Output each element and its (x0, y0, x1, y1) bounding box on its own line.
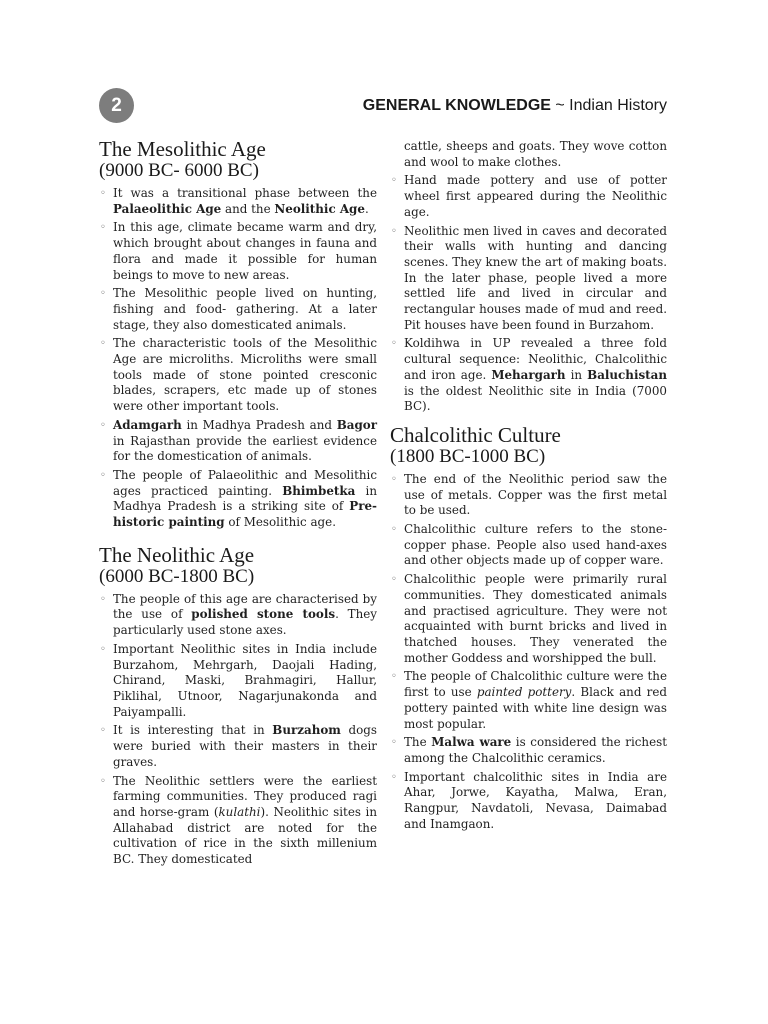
item-text: . (364, 201, 369, 216)
item-text: is the oldest Neolithic site in India (7000 BC). (404, 383, 667, 414)
mesolithic-item (99, 336, 377, 415)
neolithic-item (99, 592, 377, 639)
item-text: The end of the Neolithic period saw the use of metals. Copper was the first metal to be used. (404, 471, 667, 518)
item-text: Important chalcolithic sites in India are Ahar, Jorwe, Kayatha, Malwa, Eran, Rangpur, Navdatoli, Nevasa, Daimabad and Inamgaon. (404, 769, 667, 831)
running-head-topic: ~ Indian History (550, 97, 667, 114)
item-text: The Mesolithic people lived on hunting, fishing and food- gathering. At a later stage, they also domesticated animals. (113, 286, 377, 332)
neolithic-item (390, 336, 667, 415)
mesolithic-item (99, 418, 377, 465)
running-head-subject: GENERAL KNOWLEDGE (362, 97, 551, 114)
mesolithic-list (99, 186, 377, 531)
chalcolithic-list (390, 472, 667, 832)
item-text: The (404, 735, 432, 750)
neolithic-item (99, 642, 377, 721)
chalcolithic-item (390, 572, 667, 666)
item-text: The people of Chalcolithic culture were the first to use (404, 669, 667, 700)
emphasis-text: Adamgarh (113, 417, 182, 432)
item-text: . They particularly used stone axes. (113, 607, 378, 638)
chalcolithic-dates: (1800 BC-1000 BC) (390, 445, 546, 467)
chalcolithic-item (390, 735, 667, 766)
item-text: ). Neolithic sites in Allahabad district are noted for the cultivation of rice in the sixth millenium BC. They domesticated (113, 804, 377, 867)
mesolithic-item (99, 286, 377, 333)
neolithic-list (99, 592, 377, 868)
page-number-badge: 2 (99, 88, 134, 123)
neolithic-item (390, 173, 667, 220)
mesolithic-title: The Mesolithic Age (99, 137, 266, 161)
item-text: Important Neolithic sites in India include Burzahom, Mehrgarh, Daojali Hading, Chirand, Maski, Brahmagiri, Hallur, Piklihal, Utnoor, Nagarjunakonda and Paiyampalli. (113, 641, 377, 719)
item-text: dogs were buried with their masters in their graves. (113, 723, 377, 769)
emphasis-text: polished stone tools (191, 607, 336, 622)
item-text: Chalcolithic people were primarily rural communities. They domesticated animals and practised agriculture. They were not acquainted with burnt bricks and lived in thatched houses. They venerated the mother Goddess and worshipped the bull. (404, 572, 667, 665)
item-text: in (565, 367, 588, 382)
mesolithic-item (99, 220, 377, 283)
chalcolithic-item (390, 522, 667, 569)
chalcolithic-item (390, 669, 667, 732)
mesolithic-item (99, 186, 377, 217)
emphasis-text: Pre-historic painting (113, 499, 377, 530)
chalcolithic-title: Chalcolithic Culture (390, 422, 561, 447)
chalcolithic-item (390, 472, 667, 519)
item-text: Koldihwa in UP revealed a three fold cultural sequence: Neolithic, Chalcolithic and iron age. (404, 336, 667, 382)
item-text: The Neolithic settlers were the earliest farming communities. They produced ragi and horse-gram ( (113, 773, 377, 819)
neolithic-item (99, 723, 377, 770)
item-text: It is interesting that in (113, 723, 273, 738)
mesolithic-dates: (9000 BC- 6000 BC) (99, 160, 259, 181)
item-text: and the (221, 201, 275, 216)
emphasis-text: painted pottery (476, 685, 572, 700)
item-text: Hand made pottery and use of potter wheel first appeared during the Neolithic age. (404, 173, 667, 219)
item-text: It was a transitional phase between the (113, 186, 377, 200)
emphasis-text: Neolithic Age (274, 201, 365, 216)
right-column (390, 139, 667, 835)
mesolithic-item (99, 468, 377, 531)
item-text: Neolithic men lived in caves and decorated their walls with hunting and dancing scenes. They knew the art of making boats. In the later phase, people lived a more settled life and lived in circular and rectangular houses made of mud and reed. Pit houses have been found in Burzahom. (404, 223, 667, 332)
item-text: The people of this age are characterised by the use of (113, 591, 377, 622)
neolithic-list-right (390, 173, 667, 415)
emphasis-text: Bagor (336, 417, 377, 432)
item-text: in Rajasthan provide the earliest evidence for the domestication of animals. (113, 433, 377, 464)
neolithic-title: The Neolithic Age (99, 542, 255, 567)
left-column (99, 138, 377, 871)
item-text: . Black and red pottery painted with white line design was most popular. (404, 685, 667, 731)
chalcolithic-item (390, 770, 667, 833)
neolithic-item (99, 774, 377, 868)
item-text: The people of Palaeolithic and Mesolithic ages practiced painting. (113, 467, 377, 498)
emphasis-text: Bhimbetka (282, 483, 356, 498)
emphasis-text: Burzahom (272, 723, 341, 738)
running-head (363, 97, 667, 115)
item-text: Chalcolithic culture refers to the stone-copper phase. People also used hand-axes and other objects made up of copper ware. (404, 522, 667, 568)
item-text: of Mesolithic age. (224, 515, 336, 530)
emphasis-text: Mehargarh (491, 367, 566, 382)
item-text: in Madhya Pradesh is a striking site of (113, 483, 378, 514)
item-text: The characteristic tools of the Mesolithic Age are microliths. Microliths were small tools made of stone pointed cresconic blades, scrapers, etc made up of stones were other important tools. (113, 336, 377, 414)
emphasis-text: Baluchistan (587, 367, 667, 382)
neolithic-list-continued (390, 139, 667, 170)
neolithic-continued-text: cattle, sheeps and goats. They wove cotton and wool to make clothes. (404, 139, 667, 169)
emphasis-text: kulathi (218, 804, 261, 819)
item-text: in Madhya Pradesh and (181, 417, 337, 432)
neolithic-item (390, 224, 667, 334)
emphasis-text: Malwa ware (431, 735, 512, 750)
neolithic-dates: (6000 BC-1800 BC) (99, 565, 255, 587)
emphasis-text: Palaeolithic Age (113, 201, 222, 216)
item-text: is considered the richest among the Chalcolithic ceramics. (404, 735, 667, 765)
item-text: In this age, climate became warm and dry, which brought about changes in fauna and flora and made it possible for human beings to move to new areas. (113, 220, 377, 282)
